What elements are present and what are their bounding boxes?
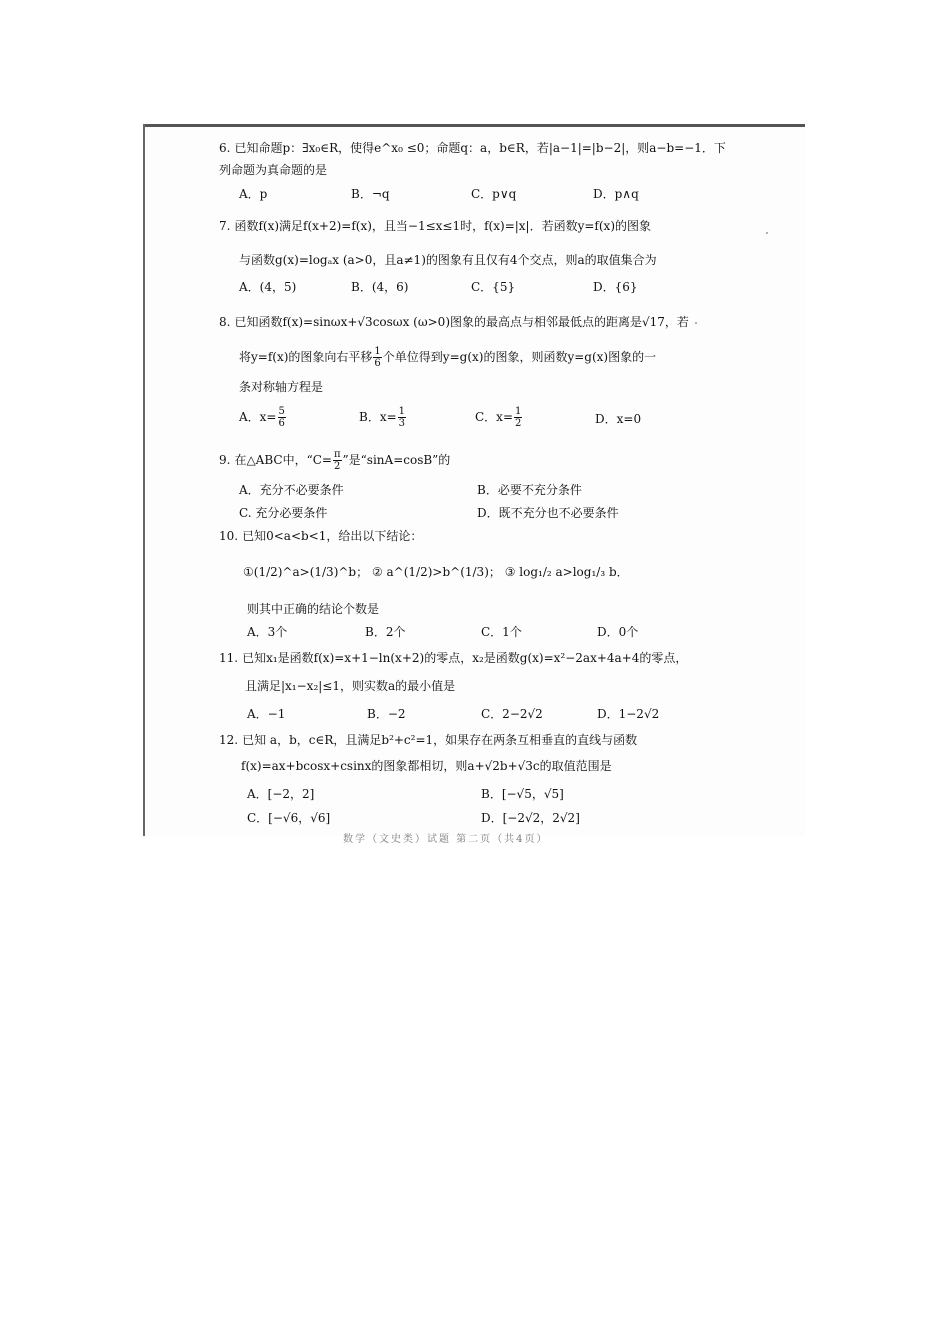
q11-stem-line1: 已知x₁是函数f(x)=x+1−ln(x+2)的零点，x₂是函数g(x)=x²−2ax+4a+4的零点， bbox=[242, 651, 688, 665]
q12-option-a: A．[−2，2] bbox=[247, 787, 315, 801]
q7-line2: 与函数g(x)=logₐx (a>0，且a≠1)的图象有且仅有4个交点，则a的取值集合为 bbox=[239, 253, 657, 267]
q9-option-b: B．必要不充分条件 bbox=[477, 483, 582, 497]
q9-option-d: D．既不充分也不必要条件 bbox=[477, 506, 619, 520]
q8-option-a-fraction bbox=[278, 406, 286, 429]
q12-line2: f(x)=ax+bcosx+csinx的图象都相切，则a+√2b+√3c的取值范围是 bbox=[241, 759, 612, 773]
q7-number: 7. bbox=[219, 219, 231, 233]
q7-option-b: B．(4，6) bbox=[351, 280, 409, 294]
q11-option-c: C．2−2√2 bbox=[481, 707, 543, 721]
q8-option-d: D．x=0 bbox=[595, 412, 642, 426]
scan-speck bbox=[695, 322, 697, 324]
q8-number: 8. bbox=[219, 315, 231, 329]
q6-stem-line1: 已知命题p：∃x₀∈R，使得e^x₀ ≤0；命题q：a，b∈R，若|a−1|=|b−2|，则a−b=−1．下 bbox=[234, 141, 726, 155]
q8-option-c-numerator: 1 bbox=[515, 406, 522, 417]
q12-stem-line1: 已知 a，b，c∈R，且满足b²+c²=1，如果存在两条互相垂直的直线与函数 bbox=[242, 733, 638, 747]
scan-speck bbox=[766, 232, 768, 234]
q7-line1 bbox=[219, 218, 651, 234]
q11-line1 bbox=[219, 650, 687, 666]
q8-shift-denominator: 6 bbox=[374, 358, 381, 369]
q10-line1 bbox=[219, 528, 422, 544]
q6-option-c: C．p∨q bbox=[471, 187, 517, 201]
q7-stem-line1: 函数f(x)满足f(x+2)=f(x)，且当−1≤x≤1时，f(x)=|x|．若函数y=f(x)的图象 bbox=[234, 219, 652, 233]
q10-option-d: D．0个 bbox=[597, 625, 639, 639]
q8-option-b-fraction bbox=[398, 406, 406, 429]
q6-line1 bbox=[219, 140, 726, 156]
page-footer: 数学（文史类）试题 第二页（共4页） bbox=[343, 834, 549, 845]
q10-option-c: C．1个 bbox=[481, 625, 522, 639]
q9-option-a: A．充分不必要条件 bbox=[239, 483, 344, 497]
q8-option-a-numerator: 5 bbox=[278, 406, 285, 417]
q8-option-a-label: A．x= bbox=[239, 410, 277, 424]
q6-option-d: D．p∧q bbox=[593, 187, 639, 201]
q8-option-c bbox=[475, 406, 523, 429]
q6-number: 6. bbox=[219, 141, 231, 155]
scan-top-edge bbox=[143, 124, 805, 127]
q8-line2 bbox=[239, 346, 656, 369]
q9-numerator: π bbox=[333, 449, 341, 460]
q8-stem-line1: 已知函数f(x)=sinωx+√3cosωx (ω>0)图象的最高点与相邻最低点的距离是√17，若 bbox=[234, 315, 689, 329]
q8-line3: 条对称轴方程是 bbox=[239, 380, 324, 394]
q9-stem-b: ”是“sinA=cosB”的 bbox=[342, 453, 451, 467]
q9-line bbox=[219, 449, 450, 472]
q7-option-c: C．{5} bbox=[471, 280, 516, 294]
q10-number: 10. bbox=[219, 529, 239, 543]
q8-line1 bbox=[219, 314, 689, 330]
q9-option-c: C. 充分必要条件 bbox=[239, 506, 328, 520]
scan-left-edge bbox=[143, 124, 145, 836]
q10-line3: 则其中正确的结论个数是 bbox=[247, 602, 380, 616]
q8-option-a bbox=[239, 406, 287, 429]
q10-stem-line1: 已知0<a<b<1，给出以下结论： bbox=[242, 529, 423, 543]
q7-option-d: D．{6} bbox=[593, 280, 638, 294]
q11-option-d: D．1−2√2 bbox=[597, 707, 660, 721]
q8-option-c-fraction bbox=[514, 406, 522, 429]
q12-option-c: C．[−√6，√6] bbox=[247, 811, 331, 825]
q10-option-b: B．2个 bbox=[365, 625, 406, 639]
q12-number: 12. bbox=[219, 733, 239, 747]
q12-option-d: D．[−2√2，2√2] bbox=[481, 811, 580, 825]
q8-shift-fraction bbox=[373, 346, 381, 369]
scanned-page bbox=[143, 124, 805, 845]
q8-option-b bbox=[359, 406, 407, 429]
q7-option-a: A．(4，5) bbox=[239, 280, 297, 294]
q8-option-c-denominator: 2 bbox=[515, 418, 522, 429]
q11-option-b: B．−2 bbox=[367, 707, 406, 721]
q10-item3: ③ log₁/₂ a>log₁/₃ b． bbox=[504, 565, 629, 579]
q6-option-b: B．¬q bbox=[351, 187, 390, 201]
q8-line2-b: 个单位得到y=g(x)的图象，则函数y=g(x)图象的一 bbox=[382, 350, 657, 364]
q8-option-b-denominator: 3 bbox=[398, 418, 406, 429]
q9-number: 9. bbox=[219, 453, 231, 467]
q9-denominator: 2 bbox=[334, 461, 341, 472]
q8-option-b-numerator: 1 bbox=[398, 406, 406, 417]
q11-option-a: A．−1 bbox=[247, 707, 286, 721]
q12-line1 bbox=[219, 732, 637, 748]
q6-line2: 列命题为真命题的是 bbox=[219, 163, 328, 177]
q11-number: 11. bbox=[219, 651, 239, 665]
q10-conclusions bbox=[243, 564, 629, 580]
q8-option-a-denominator: 6 bbox=[278, 418, 285, 429]
q8-option-b-label: B．x= bbox=[359, 410, 397, 424]
q9-stem-a: 在△ABC中，“C= bbox=[234, 453, 332, 467]
q10-item2: ② a^(1/2)>b^(1/3)； bbox=[371, 565, 501, 579]
q8-shift-numerator: 1 bbox=[374, 346, 381, 357]
q8-option-c-label: C．x= bbox=[475, 410, 514, 424]
q9-fraction bbox=[333, 449, 342, 472]
q8-line2-a: 将y=f(x)的图象向右平移 bbox=[239, 350, 373, 364]
q11-line2: 且满足|x₁−x₂|≤1，则实数a的最小值是 bbox=[245, 679, 456, 693]
q10-item1: ①(1/2)^a>(1/3)^b； bbox=[243, 565, 369, 579]
q10-option-a: A．3个 bbox=[247, 625, 288, 639]
q12-option-b: B．[−√5，√5] bbox=[481, 787, 564, 801]
q6-option-a: A．p bbox=[239, 187, 268, 201]
